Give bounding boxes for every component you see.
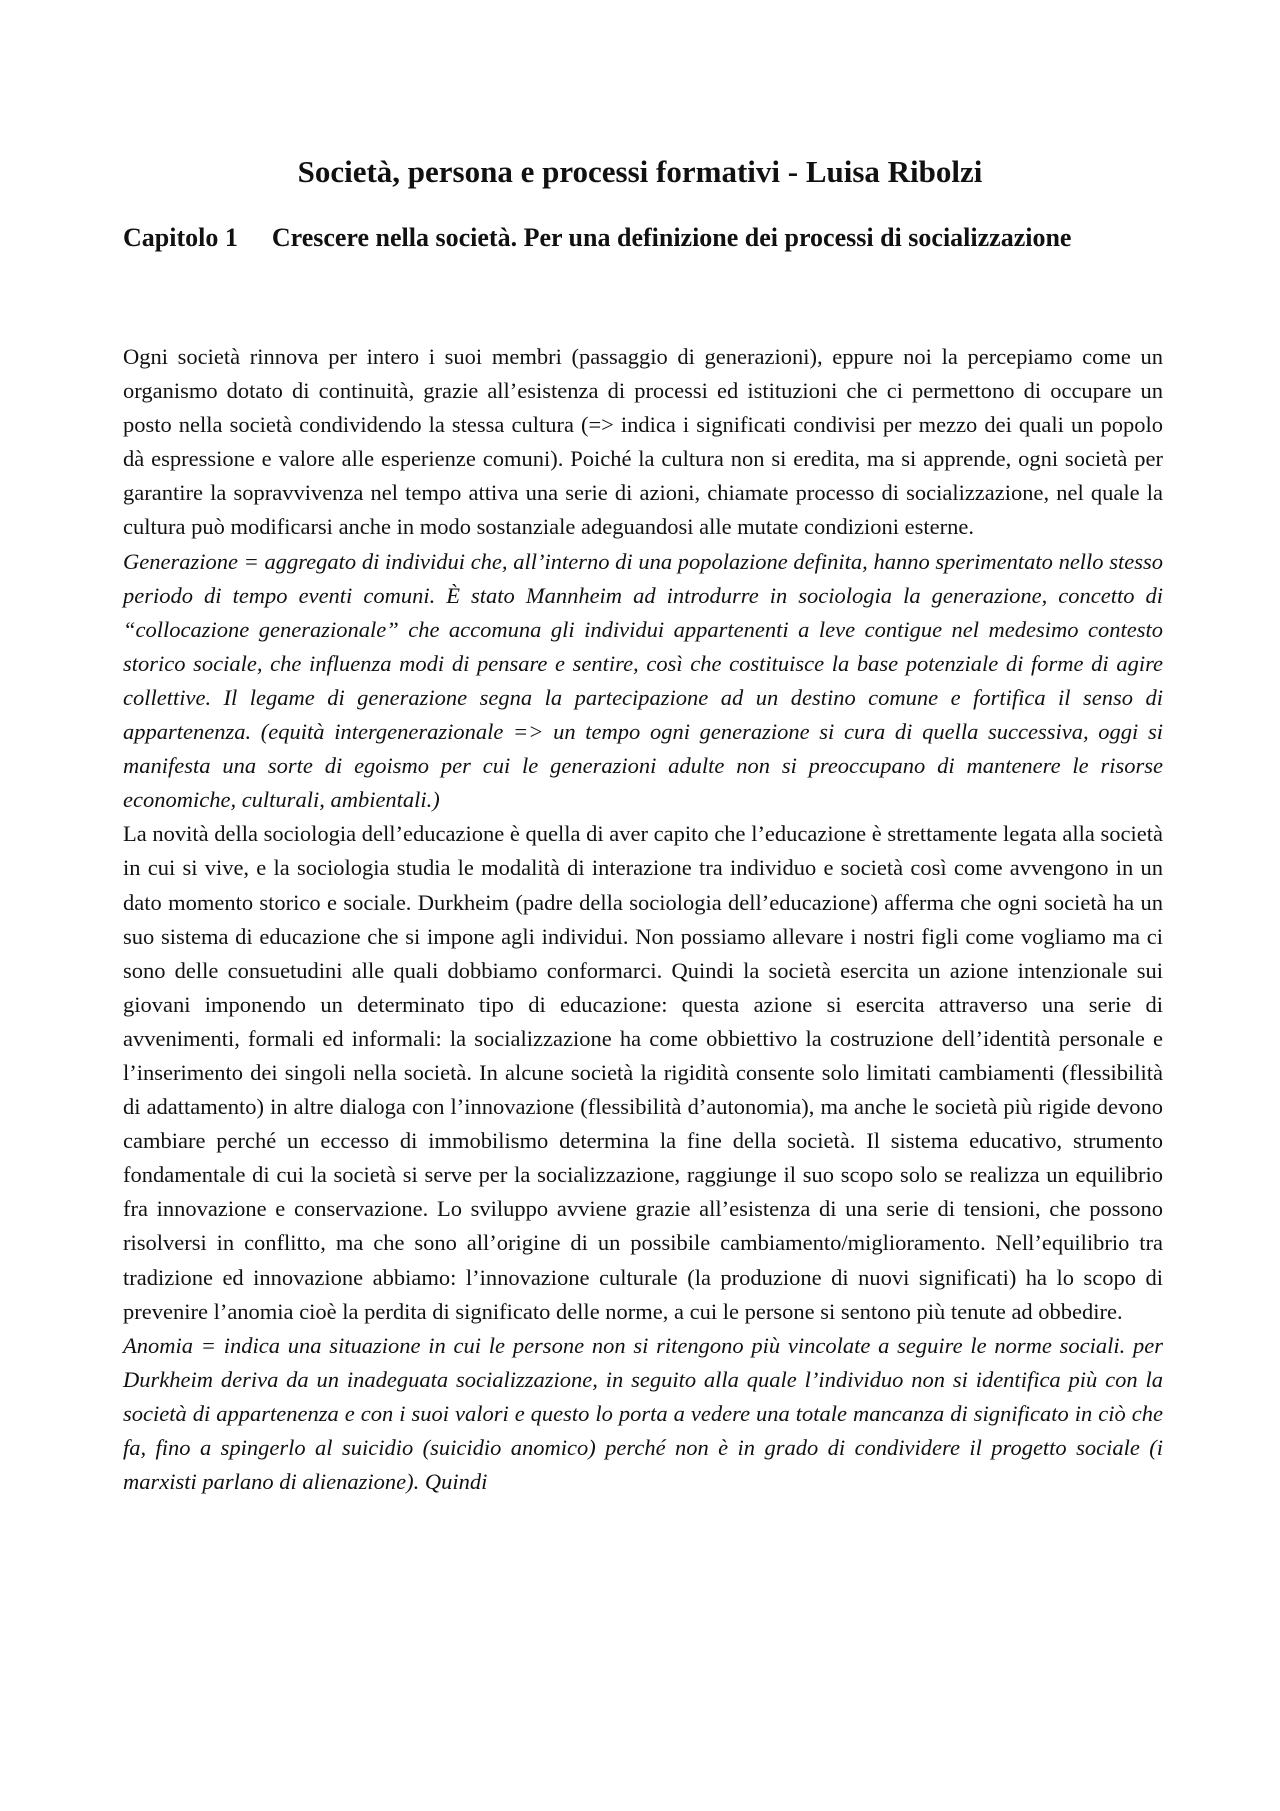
- paragraph-socialization: Ogni società rinnova per intero i suoi membri (passaggio di generazioni), eppure noi la percepiamo come un organismo dotato di continuità, grazie all’esistenza di processi ed istituzioni che ci permettono di occupare un posto nella società condividendo la stessa cultura (=> indica i significati condivisi per mezzo dei quali un popolo dà espressione e valore alle esperienze comuni). Poiché la cultura non si eredita, ma si apprende, ogni società per garantire la sopravvivenza nel tempo attiva una serie di azioni, chiamate processo di socializzazione, nel quale la cultura può modificarsi anche in modo sostanziale adeguandosi alle mutate condizioni esterne.: [123, 344, 1163, 540]
- chapter-title: Crescere nella società. Per una definizione dei processi di socializzazione: [271, 223, 1072, 252]
- document-body: [123, 340, 1163, 1499]
- chapter-heading: [123, 218, 1163, 258]
- chapter-number: Capitolo 1: [123, 223, 238, 252]
- paragraph-generation-definition: Generazione = aggregato di individui che, all’interno di una popolazione definita, hanno sperimentato nello stesso periodo di tempo eventi comuni. È stato Mannheim ad introdurre in sociologia la generazione, concetto di “collocazione generazionale” che accomuna gli individui appartenenti a leve contigue nel medesimo contesto storico sociale, che influenza modi di pensare e sentire, così che costituisce la base potenziale di forme di agire collettive. Il legame di generazione segna la partecipazione ad un destino comune e fortifica il senso di appartenenza. (equità intergenerazionale => un tempo ogni generazione si cura di quella successiva, oggi si manifesta una sorte di egoismo per cui le generazioni adulte non si preoccupano di mantenere le risorse economiche, culturali, ambientali.): [123, 548, 1163, 813]
- paragraph-anomia-definition: Anomia = indica una situazione in cui le persone non si ritengono più vincolate a seguire le norme sociali. per Durkheim deriva da un inadeguata socializzazione, in seguito alla quale l’individuo non si identifica più con la società di appartenenza e con i suoi valori e questo lo porta a vedere una totale mancanza di significato in ciò che fa, fino a spingerlo al suicidio (suicidio anomico) perché non è in grado di condividere il progetto sociale (i marxisti parlano di alienazione). Quindi: [123, 1332, 1163, 1495]
- paragraph-sociology-of-education: La novità della sociologia dell’educazione è quella di aver capito che l’educazione è strettamente legata alla società in cui si vive, e la sociologia studia le modalità di interazione tra individuo e società così come avvengono in un dato momento storico e sociale. Durkheim (padre della sociologia dell’educazione) afferma che ogni società ha un suo sistema di educazione che si impone agli individui. Non possiamo allevare i nostri figli come vogliamo ma ci sono delle consuetudini alle quali dobbiamo conformarci. Quindi la società esercita un azione intenzionale sui giovani imponendo un determinato tipo di educazione: questa azione si esercita attraverso una serie di avvenimenti, formali ed informali: la socializzazione ha come obbiettivo la costruzione dell’identità personale e l’inserimento dei singoli nella società. In alcune società la rigidità consente solo limitati cambiamenti (flessibilità di adattamento) in altre dialoga con l’innovazione (flessibilità d’autonomia), ma anche le società più rigide devono cambiare perché un eccesso di immobilismo determina la fine della società. Il sistema educativo, strumento fondamentale di cui la società si serve per la socializzazione, raggiunge il suo scopo solo se realizza un equilibrio fra innovazione e conservazione. Lo sviluppo avviene grazie all’esistenza di una serie di tensioni, che possono risolversi in conflitto, ma che sono all’origine di un possibile cambiamento/miglioramento. Nell’equilibrio tra tradizione ed innovazione abbiamo: l’innovazione culturale (la produzione di nuovi significati) ha lo scopo di prevenire l’anomia cioè la perdita di significato delle norme, a cui le persone si sentono più tenute ad obbedire.: [123, 821, 1163, 1324]
- document-title: Società, persona e processi formativi - Luisa Ribolzi: [297, 154, 983, 189]
